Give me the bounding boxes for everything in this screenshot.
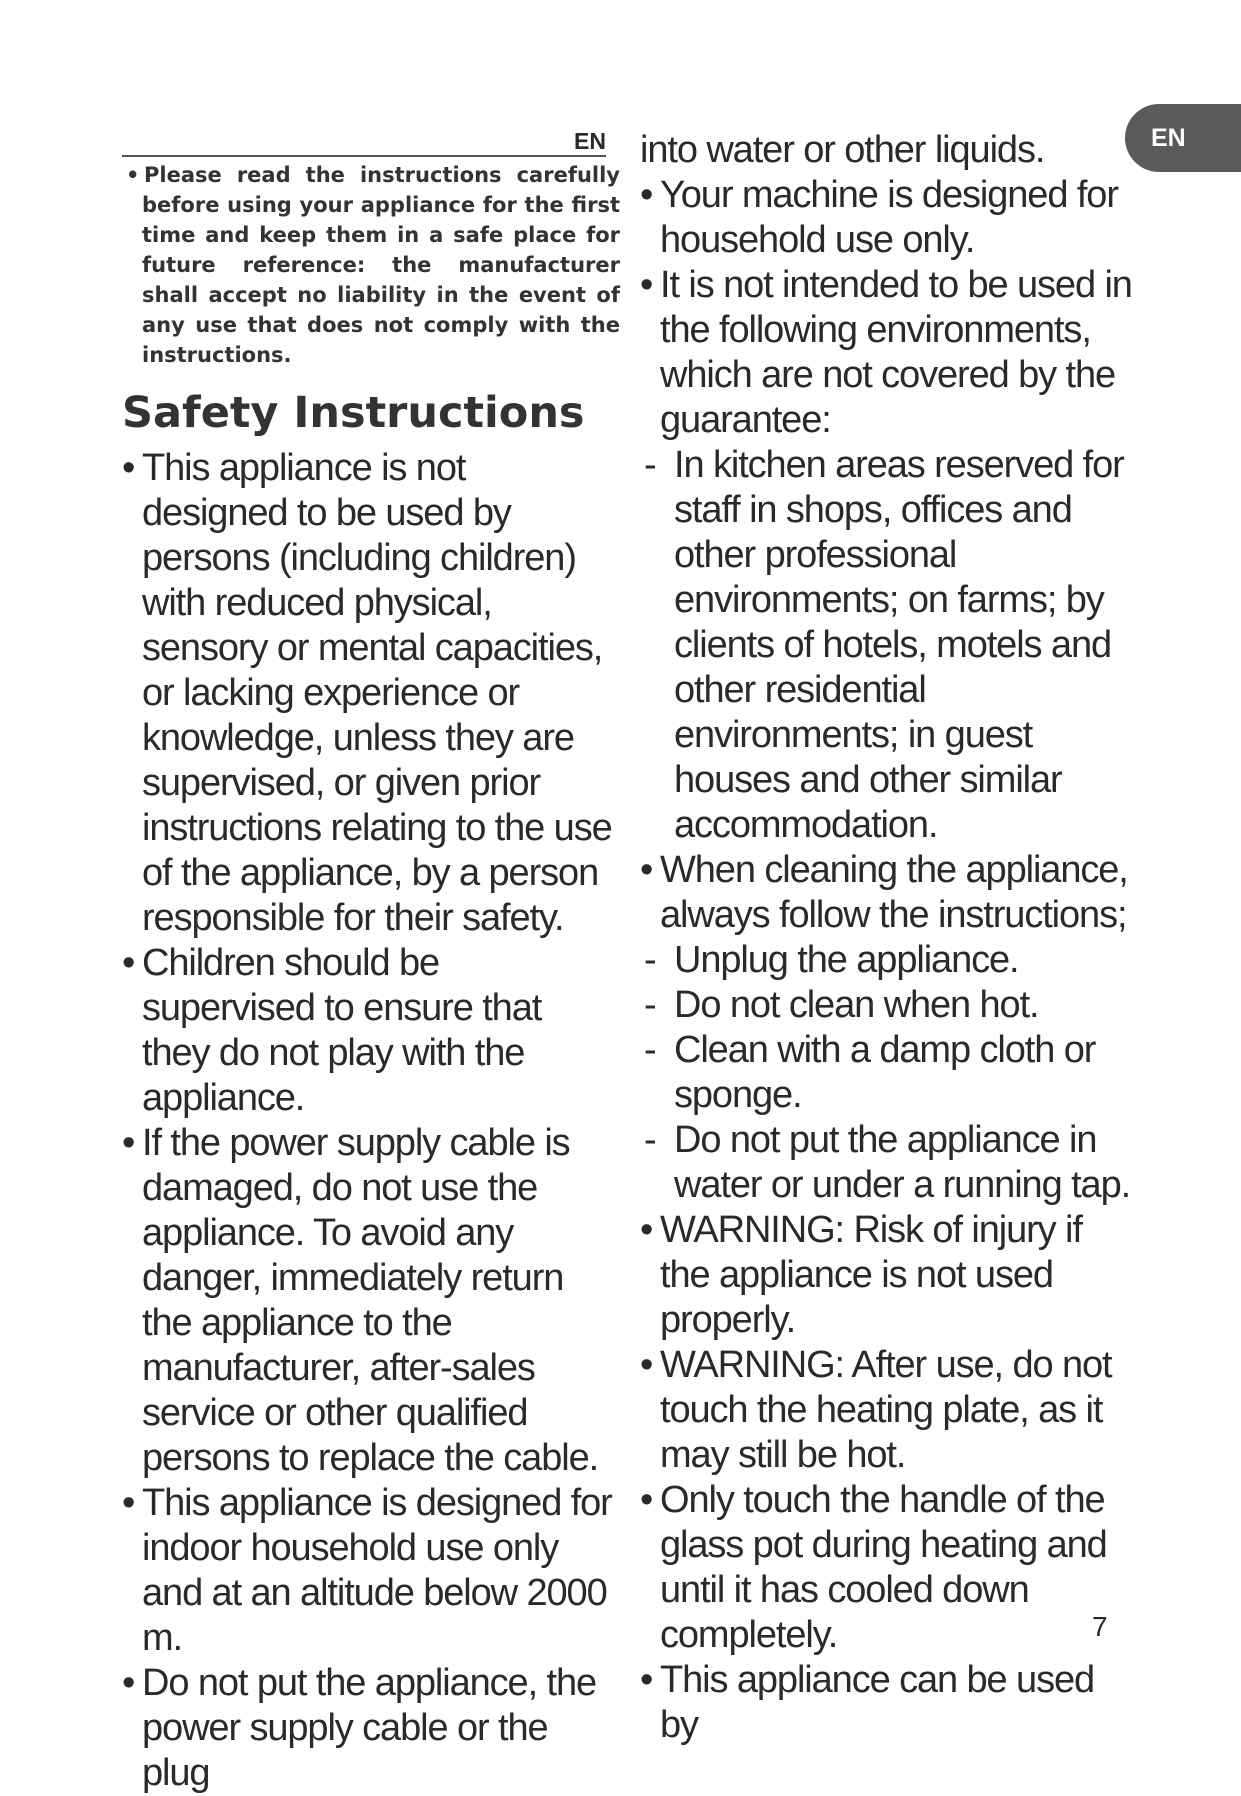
dash-icon: - [644, 939, 656, 981]
cleaning-step-text: Unplug the appliance. [674, 939, 1019, 981]
dash-icon: - [644, 1119, 656, 1161]
safety-item [122, 1481, 618, 1661]
bullet-icon: • [122, 942, 135, 984]
sub-item [640, 443, 1135, 848]
continuation-text: into water or other liquids. [640, 129, 1045, 171]
safety-item-text: If the power supply cable is damaged, do not use the appliance. To avoid any danger, immediately return the appliance to the manufacturer, after-sales service or other qualified persons to replace the cable. [142, 1122, 599, 1479]
sub-item-text: In kitchen areas reserved for staff in shops, offices and other professional environments; on farms; by clients of hotels, motels and other residential environments; in guest houses and other similar accommodation. [674, 444, 1124, 846]
dash-icon: - [644, 1029, 656, 1071]
right-column [640, 128, 1135, 1748]
bullet-icon: • [126, 163, 140, 187]
safety-item-text: This appliance is not designed to be used by persons (including children) with reduced physical, sensory or mental capacities, or lacking experience or knowledge, unless they are supervised, or given prior instructions relating to the use of the appliance, by a person responsible for their safety. [142, 447, 612, 939]
safety-item-text: It is not intended to be used in the following environments, which are not covered by the guarantee: [660, 264, 1132, 441]
safety-item-text: This appliance can be used by [660, 1659, 1095, 1746]
bullet-icon: • [122, 1482, 135, 1524]
bullet-icon: • [640, 1344, 653, 1386]
cleaning-step [640, 938, 1135, 983]
safety-item [122, 1121, 618, 1481]
bullet-icon: • [640, 1209, 653, 1251]
safety-item-text: Do not put the appliance, the power supply cable or the plug [142, 1662, 597, 1794]
safety-item [640, 263, 1135, 443]
intro-first-line: Please read the instructions carefully [144, 163, 620, 187]
dash-icon: - [644, 444, 656, 486]
safety-item [640, 1658, 1135, 1748]
bullet-icon: • [640, 1479, 653, 1521]
warning-item-text: WARNING: After use, do not touch the heating plate, as it may still be hot. [660, 1344, 1112, 1476]
bullet-icon: • [122, 1662, 135, 1704]
intro-note [122, 160, 620, 370]
section-title: Safety Instructions [122, 388, 585, 438]
warning-item [640, 1208, 1135, 1343]
cleaning-step [640, 1028, 1135, 1118]
bullet-icon: • [640, 264, 653, 306]
safety-item [640, 848, 1135, 938]
page-number: 7 [1092, 1611, 1108, 1642]
bullet-icon: • [640, 174, 653, 216]
language-tab [1125, 104, 1241, 172]
dash-icon: - [644, 984, 656, 1026]
safety-item [122, 941, 618, 1121]
safety-item [122, 446, 618, 941]
intro-text: before using your appliance for the first time and keep them in a safe place for future reference: the manufacturer shall accept no liability in the event of any use that does not comply with the instructions. [142, 193, 620, 367]
header-language-label: EN [122, 128, 606, 157]
safety-item-text: Only touch the handle of the glass pot during heating and until it has cooled down completely. [660, 1479, 1107, 1656]
warning-item-text: WARNING: Risk of injury if the appliance is not used properly. [660, 1209, 1082, 1341]
safety-item [640, 1478, 1135, 1658]
cleaning-step-text: Do not put the appliance in water or under a running tap. [674, 1119, 1131, 1206]
safety-item [122, 1661, 618, 1796]
warning-item [640, 1343, 1135, 1478]
bullet-icon: • [640, 1659, 653, 1701]
cleaning-step-text: Do not clean when hot. [674, 984, 1039, 1026]
bullet-icon: • [122, 1122, 135, 1164]
cleaning-step [640, 983, 1135, 1028]
safety-item-text: Children should be supervised to ensure that they do not play with the appliance. [142, 942, 542, 1119]
left-column [122, 446, 618, 1796]
cleaning-step [640, 1118, 1135, 1208]
bullet-icon: • [640, 849, 653, 891]
safety-item-text: This appliance is designed for indoor household use only and at an altitude below 2000 m. [142, 1482, 612, 1659]
bullet-icon: • [122, 447, 135, 489]
safety-item-text: Your machine is designed for household use only. [660, 174, 1118, 261]
language-tab-label: EN [1151, 124, 1186, 152]
safety-item [640, 173, 1135, 263]
safety-item-text: When cleaning the appliance, always follow the instructions; [660, 849, 1128, 936]
cleaning-step-text: Clean with a damp cloth or sponge. [674, 1029, 1096, 1116]
